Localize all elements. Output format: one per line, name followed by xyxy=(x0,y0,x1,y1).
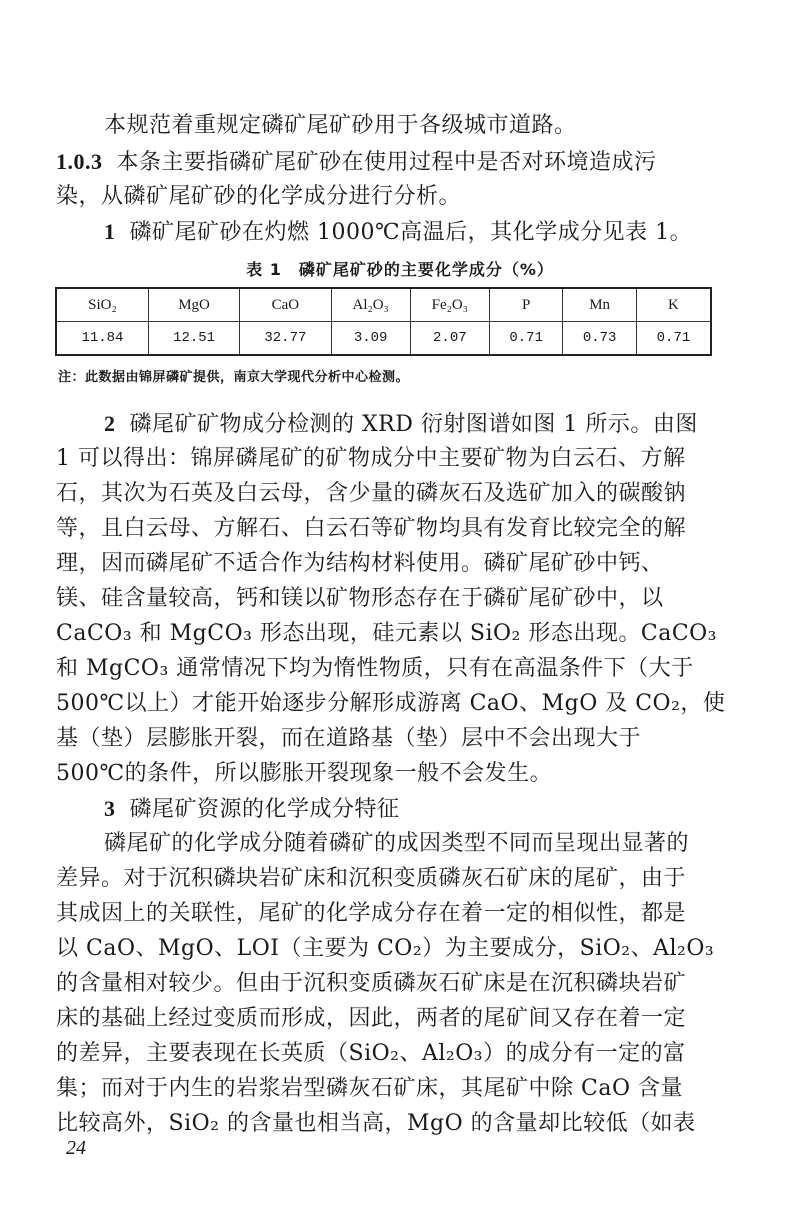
item-3-heading xyxy=(104,793,764,826)
page-number: 24 xyxy=(66,1137,86,1159)
paragraph-line: 等，且白云母、方解石、白云石等矿物均具有发育比较完全的解 xyxy=(56,516,687,541)
table-caption: 表 1 磷矿尾矿砂的主要化学成分（%） xyxy=(246,260,554,279)
paragraph-line: 磷尾矿的化学成分随着磷矿的成因类型不同而呈现出显著的 xyxy=(104,831,690,856)
paragraph-line: 差异。对于沉积磷块岩矿床和沉积变质磷灰石矿床的尾矿，由于 xyxy=(56,866,687,891)
paragraph-line: 镁、硅含量较高，钙和镁以矿物形态存在于磷矿尾矿砂中，以 xyxy=(56,586,664,611)
section-number: 1.0.3 xyxy=(56,149,103,174)
table-header-cell: Mn xyxy=(563,288,636,322)
table-header-cell: Al₂O₃ xyxy=(331,288,410,322)
paragraph-line: 以 CaO、MgO、LOI（主要为 CO₂）为主要成分，SiO₂、Al₂O₃ xyxy=(56,936,715,961)
paragraph-line: CaCO₃ 和 MgCO₃ 形态出现，硅元素以 SiO₂ 形态出现。CaCO₃ xyxy=(56,621,718,646)
paragraph-line: 基（垫）层膨胀开裂，而在道路基（垫）层中不会出现大于 xyxy=(56,726,642,751)
table-cell: 0.73 xyxy=(563,322,636,356)
section-1-0-3-line-1 xyxy=(56,146,716,179)
paragraph-line: 其成因上的关联性，尾矿的化学成分存在着一定的相似性，都是 xyxy=(56,901,687,926)
paragraph-line: 的差异，主要表现在长英质（SiO₂、Al₂O₃）的成分有一定的富 xyxy=(56,1041,686,1066)
table-cell: 12.51 xyxy=(148,322,239,356)
paragraph-line: 床的基础上经过变质而形成，因此，两者的尾矿间又存在着一定 xyxy=(56,1006,687,1031)
item-title: 磷尾矿资源的化学成分特征 xyxy=(129,797,400,822)
paragraph-line: 和 MgCO₃ 通常情况下均为惰性物质，只有在高温条件下（大于 xyxy=(56,656,694,681)
paragraph-line: 的含量相对较少。但由于沉积变质磷灰石矿床是在沉积磷块岩矿 xyxy=(56,971,687,996)
paragraph-line: 比较高外，SiO₂ 的含量也相当高，MgO 的含量却比较低（如表 xyxy=(56,1111,696,1136)
item-text: 磷尾矿矿物成分检测的 XRD 衍射图谱如图 1 所示。由图 xyxy=(129,412,698,437)
item-number: 1 xyxy=(104,219,116,244)
item-number: 2 xyxy=(104,411,116,436)
table-cell: 2.07 xyxy=(410,322,489,356)
intro-line: 本规范着重规定磷矿尾矿砂用于各级城市道路。 xyxy=(104,113,577,138)
item-number: 3 xyxy=(104,796,116,821)
paragraph-line: 500℃以上）才能开始逐步分解形成游离 CaO、MgO 及 CO₂，使 xyxy=(56,691,726,716)
section-text: 本条主要指磷矿尾矿砂在使用过程中是否对环境造成污 xyxy=(116,150,657,175)
table-cell: 32.77 xyxy=(240,322,331,356)
table-header-cell: CaO xyxy=(240,288,331,322)
table-header-cell: K xyxy=(636,288,711,322)
item-text: 磷矿尾矿砂在灼燃 1000℃高温后，其化学成分见表 1。 xyxy=(129,220,693,245)
table-cell: 0.71 xyxy=(489,322,562,356)
table-cell: 3.09 xyxy=(331,322,410,356)
section-1-0-3-line-2: 染，从磷矿尾矿砂的化学成分进行分析。 xyxy=(56,184,462,209)
paragraph-line: 集；而对于内生的岩浆岩型磷灰石矿床，其尾矿中除 CaO 含量 xyxy=(56,1076,683,1101)
paragraph-line: 500℃的条件，所以膨胀开裂现象一般不会发生。 xyxy=(56,761,553,786)
table-header-cell: P xyxy=(489,288,562,322)
item-2-line-0 xyxy=(104,408,764,441)
table-header-cell: Fe₂O₃ xyxy=(410,288,489,322)
chemical-composition-table xyxy=(55,287,712,356)
table-note: 注：此数据由锦屏磷矿提供，南京大学现代分析中心检测。 xyxy=(58,370,410,385)
table-cell: 11.84 xyxy=(56,322,148,356)
paragraph-line: 石，其次为石英及白云母，含少量的磷灰石及选矿加入的碳酸钠 xyxy=(56,481,687,506)
table-row xyxy=(56,322,711,356)
table-header-cell: SiO₂ xyxy=(56,288,148,322)
paragraph-line: 1 可以得出：锦屏磷尾矿的矿物成分中主要矿物为白云石、方解 xyxy=(56,446,686,471)
paragraph-line: 理，因而磷尾矿不适合作为结构材料使用。磷矿尾矿砂中钙、 xyxy=(56,551,664,576)
item-1 xyxy=(104,216,764,249)
table-header-cell: MgO xyxy=(148,288,239,322)
table-cell: 0.71 xyxy=(636,322,711,356)
table-header-row xyxy=(56,288,711,322)
